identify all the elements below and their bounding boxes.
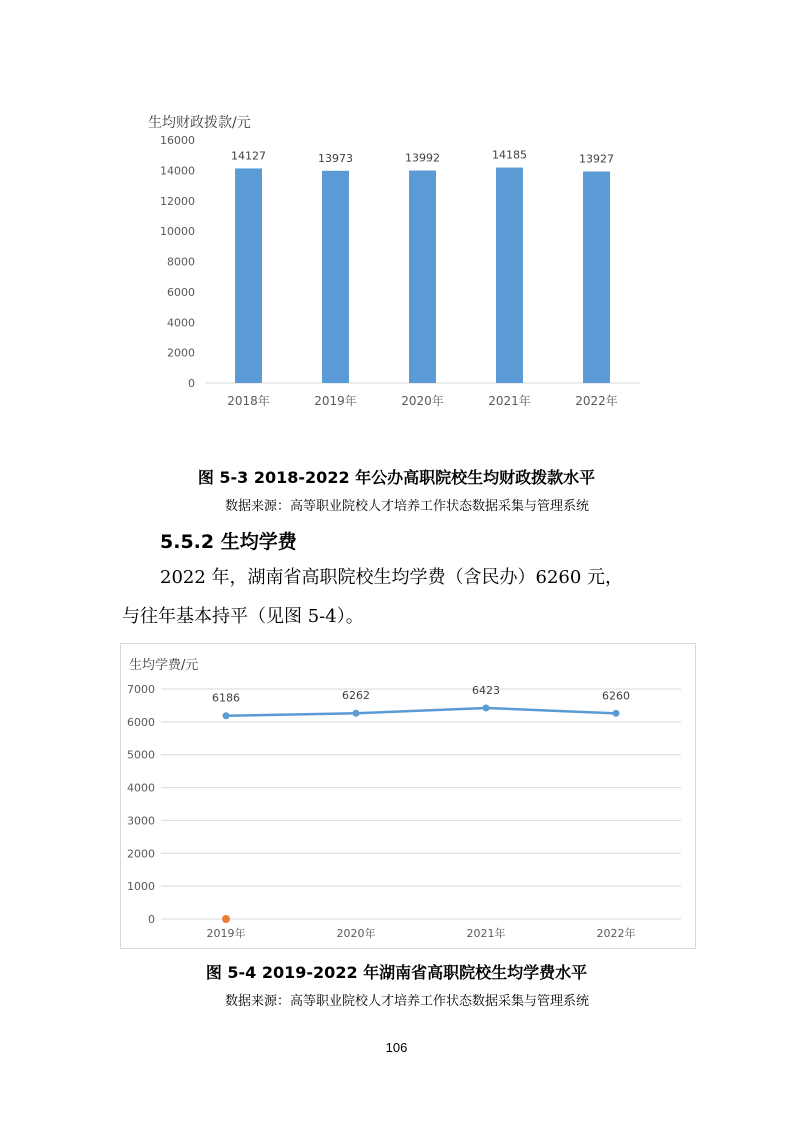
point-data-label: 6260 <box>602 689 630 703</box>
y-tick-label: 10000 <box>160 225 195 239</box>
paragraph-line-1: 2022 年，湖南省高职院校生均学费（含民办）6260 元， <box>160 567 624 588</box>
data-point <box>483 704 490 711</box>
figure-5-4-source: 数据来源：高等职业院校人才培养工作状态数据采集与管理系统 <box>225 994 590 1009</box>
y-tick-label: 7000 <box>127 683 155 696</box>
x-tick-label: 2021年 <box>466 927 506 940</box>
y-tick-label: 16000 <box>160 134 195 147</box>
bar-2020年 <box>409 170 436 383</box>
x-tick-label: 2020年 <box>401 394 444 408</box>
y-tick-label: 5000 <box>127 748 155 762</box>
y-tick-label: 0 <box>148 913 155 926</box>
figure-5-3-caption: 图 5-3 2018-2022 年公办高职院校生均财政拨款水平 <box>197 468 596 487</box>
x-tick-label: 2019年 <box>314 394 357 408</box>
y-tick-label: 12000 <box>160 194 195 208</box>
y-tick-label: 6000 <box>127 715 155 729</box>
section-heading: 5.5.2 生均学费 <box>160 531 297 553</box>
bar-data-label: 14185 <box>492 148 527 162</box>
y-tick-label: 0 <box>188 377 195 390</box>
y-tick-label: 8000 <box>167 255 195 269</box>
x-tick-label: 2021年 <box>488 394 531 408</box>
bar-data-label: 14127 <box>231 149 266 163</box>
bar-2021年 <box>496 168 523 383</box>
data-point <box>223 712 230 719</box>
y-tick-label: 4000 <box>167 316 195 330</box>
bar-2018年 <box>235 168 262 383</box>
point-data-label: 6423 <box>472 683 500 697</box>
point-data-label: 6186 <box>212 691 240 705</box>
data-point <box>613 710 620 717</box>
chart1-y-axis-title: 生均财政拨款/元 <box>148 115 251 131</box>
x-tick-label: 2022年 <box>596 927 636 940</box>
y-tick-label: 6000 <box>167 285 195 299</box>
data-point <box>353 710 360 717</box>
chart2-y-axis-title: 生均学费/元 <box>129 658 199 673</box>
x-tick-label: 2018年 <box>227 394 270 408</box>
bar-data-label: 13973 <box>318 151 353 165</box>
y-tick-label: 2000 <box>167 346 195 360</box>
bar-data-label: 13927 <box>579 152 614 166</box>
figure-5-3-source: 数据来源：高等职业院校人才培养工作状态数据采集与管理系统 <box>225 499 590 514</box>
paragraph-line-2: 与往年基本持平（见图 5-4）。 <box>122 606 364 627</box>
data-point-secondary <box>222 915 230 923</box>
x-tick-label: 2019年 <box>206 927 246 940</box>
x-tick-label: 2020年 <box>336 927 376 940</box>
y-tick-label: 2000 <box>127 847 155 861</box>
figure-5-4-caption: 图 5-4 2019-2022 年湖南省高职院校生均学费水平 <box>205 963 588 982</box>
line-chart-tuition <box>121 674 695 948</box>
bar-data-label: 13992 <box>405 151 440 165</box>
page-number: 106 <box>385 1040 408 1055</box>
y-tick-label: 14000 <box>160 164 195 178</box>
y-tick-label: 4000 <box>127 781 155 795</box>
y-tick-label: 1000 <box>127 880 155 894</box>
line-chart-frame <box>120 643 696 949</box>
series-line-tuition <box>226 708 616 716</box>
bar-2022年 <box>583 171 610 383</box>
bar-chart-financial-allocation <box>140 128 660 418</box>
x-tick-label: 2022年 <box>575 394 618 408</box>
bar-2019年 <box>322 171 349 383</box>
point-data-label: 6262 <box>342 689 370 703</box>
y-tick-label: 3000 <box>127 814 155 828</box>
